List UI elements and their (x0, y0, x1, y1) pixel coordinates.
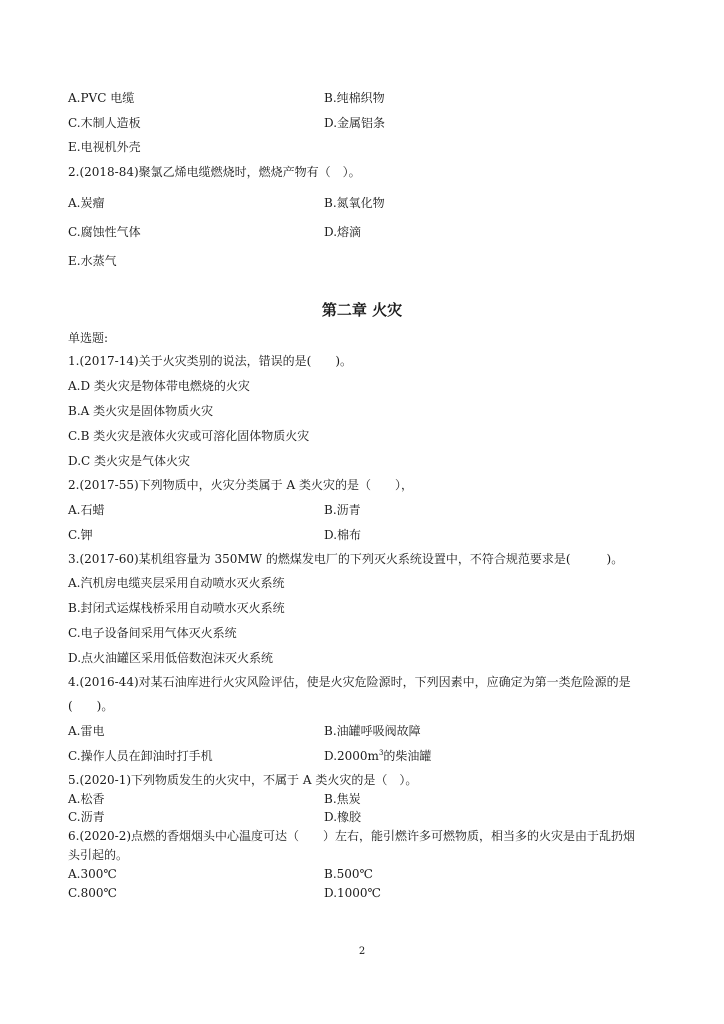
question-stem: 4.(2016-44)对某石油库进行火灾风险评估，使是火灾危险源时，下列因素中，应确定为第一类危险源的是 (68, 675, 631, 689)
c5-option-c: C.沥青 (68, 810, 105, 824)
c4-option-c: C.操作人员在卸油时打手机 (68, 749, 213, 763)
c3-option-c: C.电子设备间采用气体灭火系统 (68, 626, 237, 640)
q2-option-a: A.炭瘤 (68, 196, 105, 210)
c2-option-b: B.沥青 (324, 503, 361, 517)
c5-option-b: B.焦炭 (324, 792, 361, 806)
c4-option-d-prefix: D.2000m (324, 749, 379, 763)
q2-option-e: E.水蒸气 (68, 254, 117, 268)
chapter-title: 第二章 火灾 (321, 301, 403, 319)
q2-option-b: B.氮氧化物 (324, 196, 385, 210)
prev-option-a: A.PVC 电缆 (68, 91, 135, 105)
c4-option-a: A.雷电 (68, 724, 105, 738)
c2-option-d: D.棉布 (324, 528, 362, 542)
c1-option-b: B.A 类火灾是固体物质火灾 (68, 404, 214, 418)
c6-option-c: C.800℃ (68, 886, 117, 900)
question-stem: 2.(2018-84)聚氯乙烯电缆燃烧时，燃烧产物有（ ）。 (68, 165, 361, 179)
question-stem: 6.(2020-2)点燃的香烟烟头中心温度可达（ ）左右，能引燃许多可燃物质，相当多的火灾是由于乱扔烟 (68, 829, 636, 843)
c2-option-c: C.钾 (68, 528, 93, 542)
c6-option-d: D.1000℃ (324, 886, 381, 900)
q2-option-c: C.腐蚀性气体 (68, 225, 141, 239)
page-number: 2 (358, 946, 366, 957)
question-stem: 2.(2017-55)下列物质中，火灾分类属于 A 类火灾的是（ ）， (68, 478, 413, 492)
c1-option-d: D.C 类火灾是气体火灾 (68, 454, 191, 468)
q2-option-d: D.熔滴 (324, 225, 362, 239)
c4-option-d (324, 749, 431, 763)
prev-option-b: B.纯棉织物 (324, 91, 385, 105)
prev-option-e: E.电视机外壳 (68, 140, 141, 154)
question-stem: 1.(2017-14)关于火灾类别的说法，错误的是( )。 (68, 354, 353, 368)
c5-option-a: A.松香 (68, 792, 105, 806)
c3-option-a: A.汽机房电缆夹层采用自动喷水灭火系统 (68, 576, 285, 590)
c2-option-a: A.石蜡 (68, 503, 105, 517)
c6-option-b: B.500℃ (324, 867, 373, 881)
c4-option-d-superscript: 3 (378, 749, 384, 757)
c4-option-d-suffix: 的柴油罐 (383, 749, 432, 763)
prev-option-c: C.木制人造板 (68, 116, 141, 130)
c1-option-a: A.D 类火灾是物体带电燃烧的火灾 (68, 379, 250, 393)
prev-option-d: D.金属铝条 (324, 116, 386, 130)
c3-option-b: B.封闭式运煤栈桥采用自动喷水灭火系统 (68, 601, 285, 615)
c3-option-d: D.点火油罐区采用低倍数泡沫灭火系统 (68, 651, 274, 665)
question-stem-continued: ( )。 (68, 699, 114, 713)
c6-option-a: A.300℃ (68, 867, 117, 881)
section-label: 单选题: (68, 331, 109, 345)
question-stem: 5.(2020-1)下列物质发生的火灾中，不属于 A 类火灾的是（ ）。 (68, 773, 418, 787)
question-stem: 3.(2017-60)某机组容量为 350MW 的燃煤发电厂的下列灭火系统设置中，不符合规范要求是( )。 (68, 552, 624, 566)
c5-option-d: D.橡胶 (324, 810, 362, 824)
c4-option-b: B.油罐呼吸阀故障 (324, 724, 421, 738)
question-stem-continued: 头引起的。 (68, 848, 129, 862)
c1-option-c: C.B 类火灾是液体火灾或可溶化固体物质火灾 (68, 429, 310, 443)
